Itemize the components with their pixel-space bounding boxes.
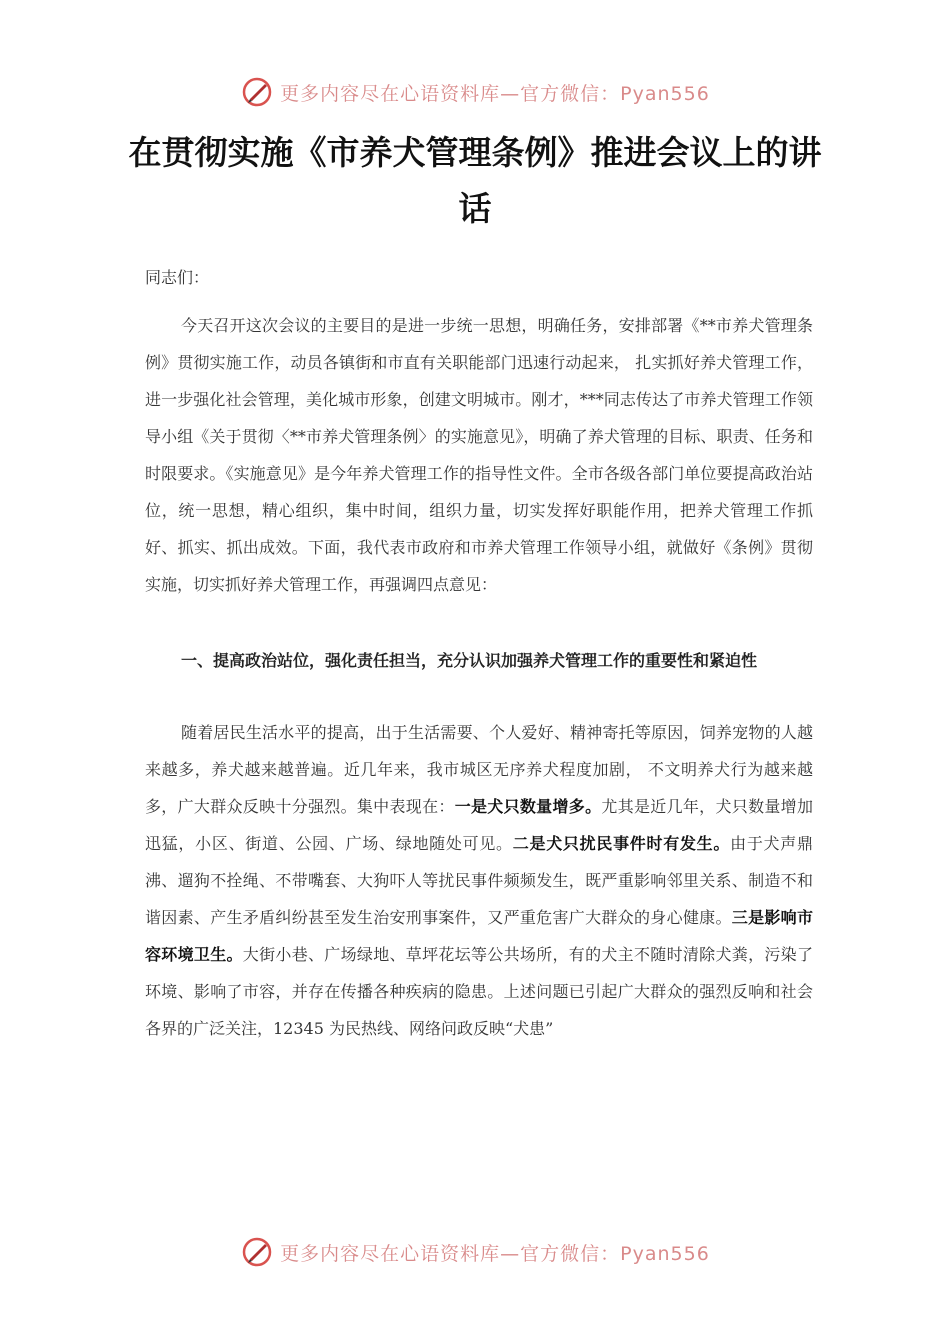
document-title: 在贯彻实施《市养犬管理条例》推进会议上的讲话: [128, 133, 822, 228]
section-1-paragraph: 随着居民生活水平的提高，出于生活需要、个人爱好、精神寄托等原因，饲养宠物的人越来越多，养犬越来越普遍。近几年来，我市城区无序养犬程度加剧， 不文明养犬行为越来越多，广大群众反映十分强烈。集中表现在：一是犬只数量增多。尤其是近几年，犬只数量增加迅猛，小区、街道、公园、广场、绿地随处可见。二是犬只扰民事件时有发生。由于犬声鼎沸、遛狗不拴绳、不带嘴套、大狗吓人等扰民事件频频发生，既严重影响邻里关系、制造不和谐因素、产生矛盾纠纷甚至发生治安刑事案件，又严重危害广大群众的身心健康。三是影响市容环境卫生。大街小巷、广场绿地、草坪花坛等公共场所，有的犬主不随时清除犬粪，污染了环境、影响了市容，并存在传播各种疾病的隐患。上述问题已引起广大群众的强烈反响和社会各界的广泛关注，12345 为民热线、网络问政反映“犬患”: [145, 723, 813, 1038]
section-heading-1: 一、提高政治站位，强化责任担当，充分认识加强养犬管理工作的重要性和紧迫性: [181, 651, 758, 670]
watermark-text: 更多内容尽在心语资料库—官方微信：Pyan556: [280, 82, 710, 105]
watermark-text: 更多内容尽在心语资料库—官方微信：Pyan556: [280, 1242, 710, 1265]
pen-logo-icon: [240, 1235, 274, 1269]
point-1-bold: 一是犬只数量增多。: [454, 797, 602, 816]
pen-logo-icon: [240, 75, 274, 109]
intro-paragraph: 今天召开这次会议的主要目的是进一步统一思想，明确任务，安排部署《**市养犬管理条例》贯彻实施工作，动员各镇街和市直有关职能部门迅速行动起来， 扎实抓好养犬管理工作，进一步强化社会管理，美化城市形象，创建文明城市。刚才，***同志传达了市养犬管理工作领导小组《关于贯彻〈**市养犬管理条例〉的实施意见》，明确了养犬管理的目标、职责、任务和时限要求。《实施意见》是今年养犬管理工作的指导性文件。全市各级各部门单位要提高政治站位，统一思想，精心组织，集中时间，组织力量，切实发挥好职能作用，把养犬管理工作抓好、抓实、抓出成效。下面，我代表市政府和市养犬管理工作领导小组，就做好《条例》贯彻实施，切实抓好养犬管理工作，再强调四点意见：: [145, 316, 813, 594]
point-2-bold: 二是犬只扰民事件时有发生。: [512, 834, 731, 853]
watermark-footer: [0, 1232, 950, 1272]
point-3-bold: 三是影响市容环境卫生。: [145, 908, 813, 964]
greeting: 同志们：: [145, 268, 210, 287]
watermark-header: [0, 72, 950, 112]
